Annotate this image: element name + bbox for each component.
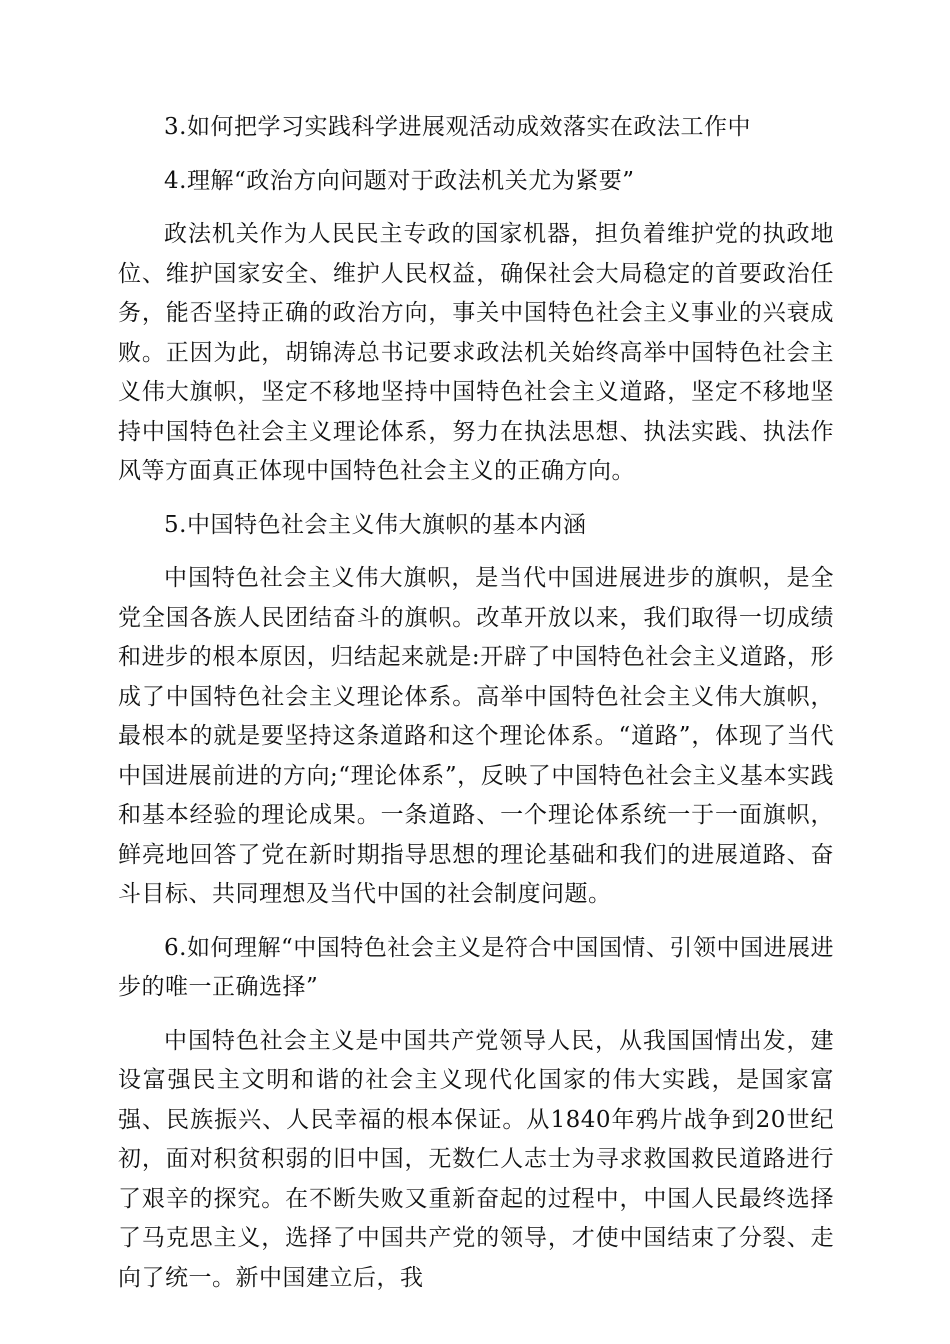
paragraph-political-direction: 政法机关作为人民民主专政的国家机器，担负着维护党的执政地位、维护国家安全、维护人民权益，确保社会大局稳定的首要政治任务，能否坚持正确的政治方向，事关中国特色社会主义事业的兴衰成败。正因为此，胡锦涛总书记要求政法机关始终高举中国特色社会主义伟大旗帜，坚定不移地坚持中国特色社会主义道路，坚定不移地坚持中国特色社会主义理论体系，努力在执法思想、执法实践、执法作风等方面真正体现中国特色社会主义的正确方向。 [118, 221, 834, 484]
paragraph-only-choice: 中国特色社会主义是中国共产党领导人民，从我国国情出发，建设富强民主文明和谐的社会主义现代化国家的伟大实践，是国家富强、民族振兴、人民幸福的根本保证。从1840年鸦片战争到20世纪初，面对积贫积弱的旧中国，无数仁人志士为寻求救国救民道路进行了艰辛的探究。在不断失败又重新奋起的过程中，中国人民最终选择了马克思主义，选择了中国共产党的领导，才使中国结束了分裂、走向了统一。新中国建立后，我 [118, 1027, 834, 1291]
section-heading-5: 5.中国特色社会主义伟大旗帜的基本内涵 [164, 511, 587, 538]
section-heading-4: 4.理解“政治方向问题对于政法机关尤为紧要” [164, 167, 635, 194]
section-heading-6: 6.如何理解“中国特色社会主义是符合中国国情、引领中国进展进步的唯一正确选择” [118, 934, 834, 1000]
section-heading-3: 3.如何把学习实践科学进展观活动成效落实在政法工作中 [164, 114, 751, 140]
paragraph-flag-meaning: 中国特色社会主义伟大旗帜，是当代中国进展进步的旗帜，是全党全国各族人民团结奋斗的旗帜。改革开放以来，我们取得一切成绩和进步的根本原因，归结起来就是:开辟了中国特色社会主义道路，形成了中国特色社会主义理论体系。高举中国特色社会主义伟大旗帜，最根本的就是要坚持这条道路和这个理论体系。“道路”，体现了当代中国进展前进的方向;“理论体系”，反映了中国特色社会主义基本实践和基本经验的理论成果。一条道路、一个理论体系统一于一面旗帜，鲜亮地回答了党在新时期指导思想的理论基础和我们的进展道路、奋斗目标、共同理想及当代中国的社会制度问题。 [118, 565, 834, 907]
document-page [118, 108, 834, 1312]
